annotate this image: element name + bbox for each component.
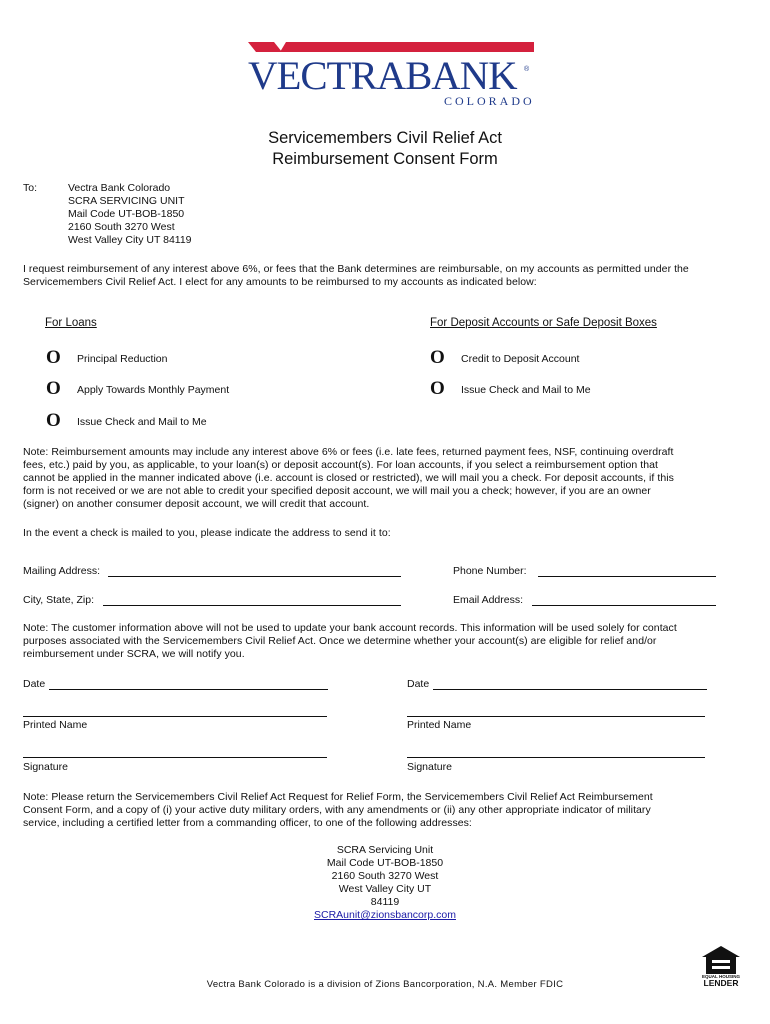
bank-logo — [246, 42, 536, 110]
note1-line: Note: Reimbursement amounts may include any interest above 6% or fees (i.e. late fees, returned payment fees, NSF, continuing overdraft — [23, 446, 674, 458]
loans-heading: For Loans — [45, 317, 97, 329]
radio-loan-issue-check[interactable]: O — [46, 410, 61, 431]
note3-line: Consent Form, and a copy of (i) your active duty military orders, with any amendments or (ii) any other appropriate indicator of military — [23, 804, 651, 816]
form-title-line1: Servicemembers Civil Relief Act — [268, 129, 502, 147]
signature-field-right[interactable] — [407, 757, 705, 758]
return-address-line: Mail Code UT-BOB-1850 — [326, 857, 444, 869]
mailing-address-field[interactable] — [108, 576, 401, 577]
to-line: Vectra Bank Colorado — [68, 182, 171, 194]
printed-name-label-left: Printed Name — [23, 719, 88, 731]
return-address-email-container — [0, 909, 770, 922]
to-label: To: — [23, 182, 38, 194]
city-state-zip-field[interactable] — [103, 605, 401, 606]
note1-line: cannot be applied in the manner indicated above (i.e. account is closed or restricted), we will mail you a check. For deposit accounts, if this — [23, 472, 674, 484]
return-address-line: West Valley City UT — [338, 883, 432, 895]
intro-line: Servicemembers Civil Relief Act. I elect for any amounts to be reimbursed to my accounts as indicated below: — [23, 276, 537, 288]
check-address-prompt: In the event a check is mailed to you, please indicate the address to send it to: — [23, 527, 391, 539]
to-line: SCRA SERVICING UNIT — [68, 195, 185, 207]
printed-name-field-right[interactable] — [407, 716, 705, 717]
city-state-zip-label: City, State, Zip: — [23, 594, 94, 606]
return-address-line: 2160 South 3270 West — [331, 870, 439, 882]
printed-name-label-right: Printed Name — [407, 719, 472, 731]
note1-line: form is not received or we are not able to credit your specified deposit account, we will mail you a check; however, if you are an owner — [23, 485, 651, 497]
registered-mark: ® — [524, 66, 530, 73]
note3-line: Note: Please return the Servicemembers Civil Relief Act Request for Relief Form, the Servicemembers Civil Relief Act Reimbursement — [23, 791, 653, 803]
logo-brand-text: VECTRABANK — [248, 53, 517, 98]
phone-number-field[interactable] — [538, 576, 716, 577]
note3-line: service, including a certified letter from a commanding officer, to one of the following addresses: — [23, 817, 472, 829]
option-loan-issue-check-label: Issue Check and Mail to Me — [77, 416, 207, 428]
to-line: West Valley City UT 84119 — [68, 234, 192, 246]
radio-deposit-issue-check[interactable]: O — [430, 378, 445, 399]
phone-number-label: Phone Number: — [453, 565, 527, 577]
date-field-right[interactable] — [433, 689, 707, 690]
note2-line: purposes associated with the Servicemembers Civil Relief Act. Once we determine whether your account(s) are eligible for relief and/or — [23, 635, 657, 647]
note2-line: Note: The customer information above will not be used to update your bank account records. This information will be used solely for contact — [23, 622, 677, 634]
radio-credit-deposit-account[interactable]: O — [430, 347, 445, 368]
radio-principal-reduction[interactable]: O — [46, 347, 61, 368]
to-line: 2160 South 3270 West — [68, 221, 175, 233]
signature-label-right: Signature — [407, 761, 452, 773]
to-line: Mail Code UT-BOB-1850 — [68, 208, 185, 220]
deposits-heading: For Deposit Accounts or Safe Deposit Boxes — [430, 317, 657, 329]
house-icon — [700, 945, 742, 975]
mailing-address-label: Mailing Address: — [23, 565, 101, 577]
return-address-line: 84119 — [370, 896, 400, 908]
option-principal-reduction-label: Principal Reduction — [77, 353, 168, 365]
note1-line: fees, etc.) paid by you, as applicable, to your loan(s) or deposit account(s). For loan accounts, if you select a reimbursement option that — [23, 459, 658, 471]
option-deposit-issue-check-label: Issue Check and Mail to Me — [461, 384, 591, 396]
note2-line: reimbursement under SCRA, we will notify you. — [23, 648, 245, 660]
signature-label-left: Signature — [23, 761, 68, 773]
lender-text: LENDER — [703, 978, 739, 988]
form-title-line2: Reimbursement Consent Form — [272, 150, 498, 168]
note1-line: (signer) on another consumer deposit account, we will credit that account. — [23, 498, 370, 510]
email-address-field[interactable] — [532, 605, 716, 606]
footer-text: Vectra Bank Colorado is a division of Zions Bancorporation, N.A. Member FDIC — [206, 979, 564, 990]
date-label-right: Date — [407, 678, 430, 690]
signature-field-left[interactable] — [23, 757, 327, 758]
option-apply-monthly-payment-label: Apply Towards Monthly Payment — [77, 384, 230, 396]
option-credit-deposit-account-label: Credit to Deposit Account — [461, 353, 580, 365]
equal-housing-text: EQUAL HOUSING — [702, 974, 740, 979]
scra-email-link[interactable]: SCRAunit@zionsbancorp.com — [314, 909, 456, 921]
printed-name-field-left[interactable] — [23, 716, 327, 717]
email-address-label: Email Address: — [453, 594, 524, 606]
intro-line: I request reimbursement of any interest above 6%, or fees that the Bank determines are reimbursable, on my accounts as permitted under the — [23, 263, 689, 275]
date-label-left: Date — [23, 678, 46, 690]
return-address-line: SCRA Servicing Unit — [336, 844, 434, 856]
logo-sub-text: COLORADO — [444, 94, 535, 108]
radio-apply-monthly-payment[interactable]: O — [46, 378, 61, 399]
date-field-left[interactable] — [49, 689, 328, 690]
